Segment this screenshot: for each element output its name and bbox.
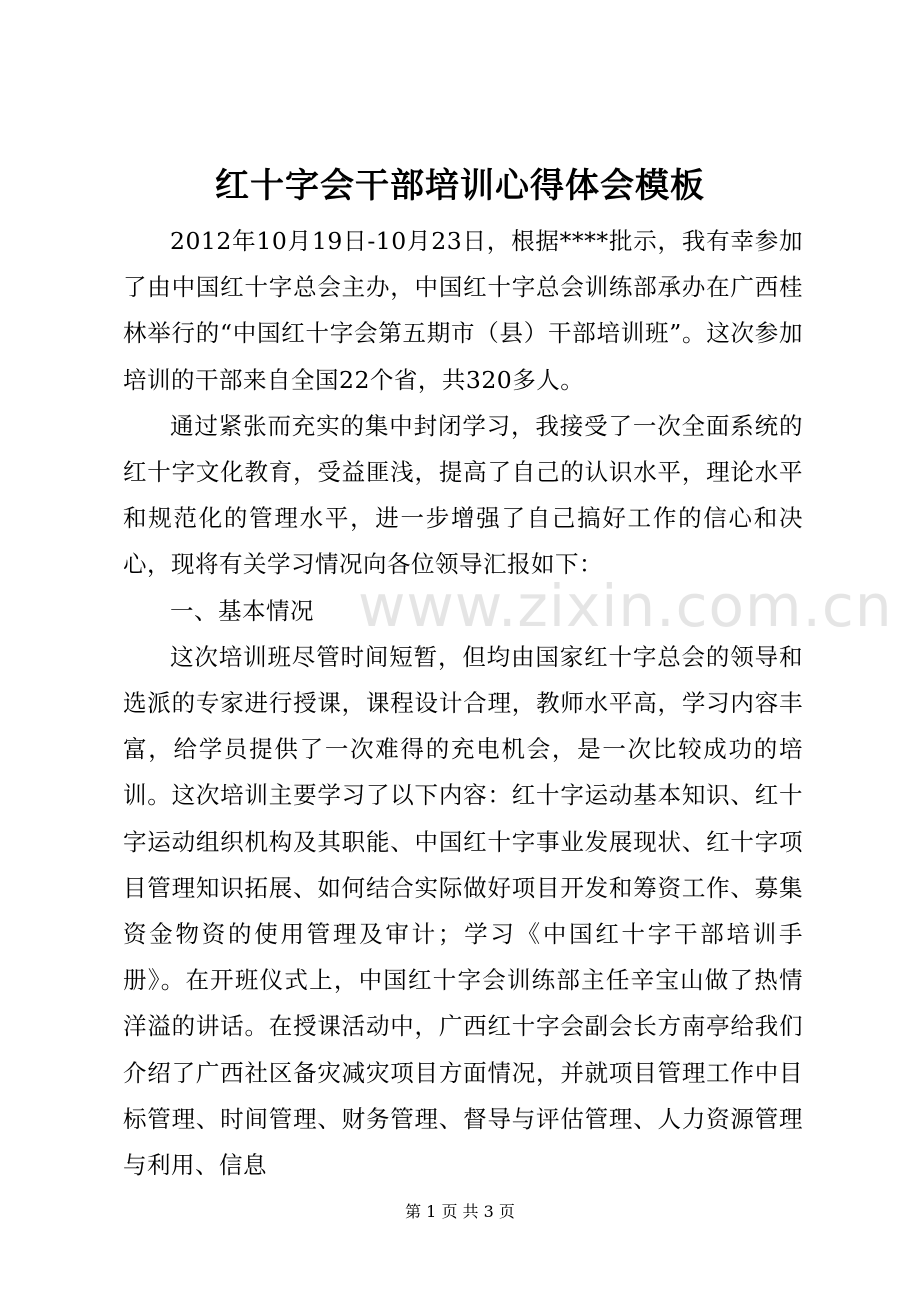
section-heading-basic: 一、基本情况 [170, 596, 314, 625]
paragraph-intro: 2012年10月19日-10月23日，根据****批示，我有幸参加了由中国红十字总会主办，中国红十字总会训练部承办在广西桂林举行的“中国红十字会第五期市（县）干部培训班”。这次参加培训的干部来自全国22个省，共320多人。 [123, 227, 803, 394]
paragraph-summary: 通过紧张而充实的集中封闭学习，我接受了一次全面系统的红十字文化教育，受益匪浅，提高了自己的认识水平，理论水平和规范化的管理水平，进一步增强了自己搞好工作的信心和决心，现将有关学习情况向各位领导汇报如下： [123, 411, 803, 579]
document-title: 红十字会干部培训心得体会模板 [215, 166, 705, 206]
watermark: www.zixin.com.cn [358, 572, 893, 640]
document-body [123, 218, 893, 1188]
paragraph-basic-situation: 这次培训班尽管时间短暂，但均由国家红十字总会的领导和选派的专家进行授课，课程设计合理，教师水平高，学习内容丰富，给学员提供了一次难得的充电机会，是一次比较成功的培训。这次培训主要学习了以下内容：红十字运动基本知识、红十字运动组织机构及其职能、中国红十字事业发展现状、红十字项目管理知识拓展、如何结合实际做好项目开发和筹资工作、募集资金物资的使用管理及审计；学习《中国红十字干部培训手册》。在开班仪式上，中国红十字会训练部主任辛宝山做了热情洋溢的讲话。在授课活动中，广西红十字会副会长方南亭给我们介绍了广西社区备灾减灾项目方面情况，并就项目管理工作中目标管理、时间管理、财务管理、督导与评估管理、人力资源管理与利用、信息 [123, 642, 803, 1180]
page-footer: 第 1 页 共 3 页 [405, 1202, 515, 1221]
